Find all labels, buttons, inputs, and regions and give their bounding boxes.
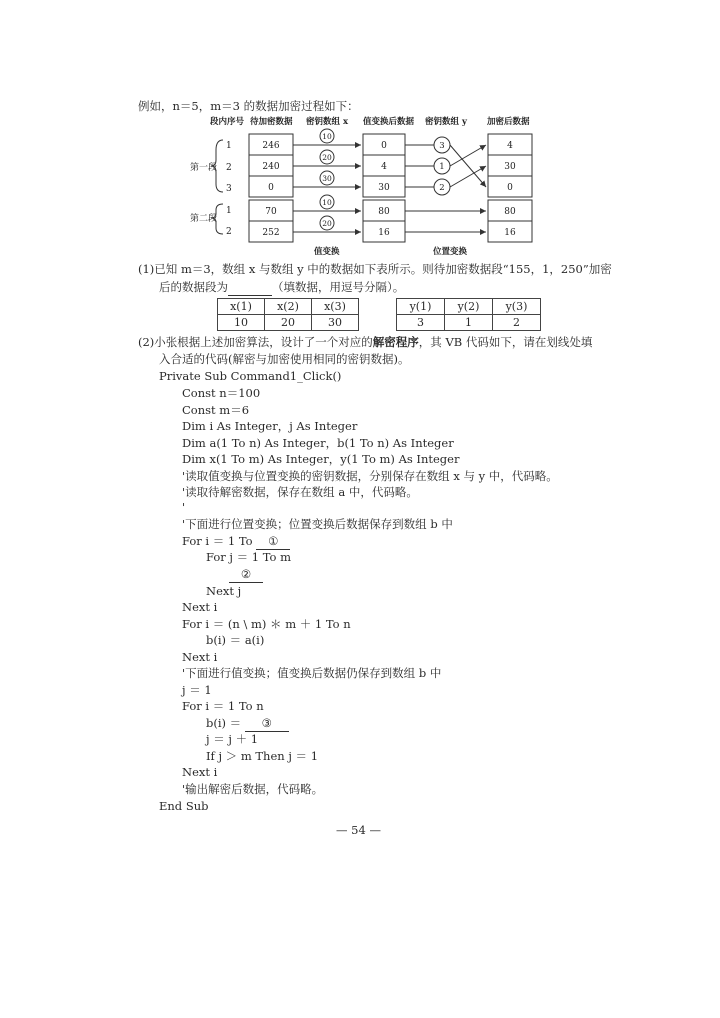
intro-text: 例如，n＝5，m＝3 的数据加密过程如下： — [138, 99, 359, 113]
table-x-header-1: x(1) — [218, 299, 265, 315]
code-line-9: ' — [182, 500, 186, 514]
encrypted-value-2: 30 — [504, 162, 516, 172]
code-line-4: Dim i As Integer，j As Integer — [182, 419, 358, 433]
q1-suffix: （填数据，用逗号分隔）。 — [272, 280, 405, 294]
key-y-2: 1 — [439, 162, 445, 172]
page-number: — 54 — — [336, 823, 381, 837]
code-line-5: Dim a(1 To n) As Integer，b(1 To n) As Integer — [182, 436, 454, 450]
key-table-x — [217, 298, 359, 331]
index-3: 3 — [226, 184, 232, 194]
table-y-header-1: y(1) — [397, 299, 445, 315]
table-x-header-3: x(3) — [312, 299, 359, 315]
index-5: 2 — [226, 227, 232, 237]
code-line-3: Const m＝6 — [182, 403, 250, 417]
q2-line2: 入合适的代码(解密与加密使用相同的密钥数据)。 — [159, 352, 410, 366]
transformed-value-5: 16 — [378, 228, 390, 238]
code-line-21 — [206, 716, 289, 732]
table-x-header-2: x(2) — [265, 299, 312, 315]
header-transformed: 值变换后数据 — [363, 117, 415, 127]
code-blank-1[interactable]: ① — [256, 534, 290, 550]
code-line-14: Next i — [182, 600, 218, 614]
code-line-12: For j ＝ 1 To m — [206, 550, 292, 564]
code-line-25: '输出解密后数据，代码略。 — [182, 782, 324, 796]
code-line-7: '读取值变换与位置变换的密钥数据，分别保存在数组 x 与 y 中，代码略。 — [182, 469, 558, 483]
index-4: 1 — [226, 206, 232, 216]
q1-line2 — [159, 280, 404, 296]
q2-suffix: ，其 VB 代码如下，请在划线处填 — [418, 335, 593, 349]
table-x-value-1: 10 — [218, 315, 265, 331]
encrypted-value-4: 80 — [504, 207, 516, 217]
encrypted-value-1: 4 — [507, 141, 513, 151]
key-x-3: 30 — [322, 174, 332, 183]
code-line-6: Dim x(1 To m) As Integer，y(1 To m) As Integer — [182, 452, 460, 466]
code-line-26: End Sub — [159, 799, 209, 813]
code-line-8: '读取待解密数据，保存在数组 a 中，代码略。 — [182, 485, 418, 499]
code-line-24: Next i — [182, 765, 218, 779]
header-keys-x: 密钥数组 x — [306, 117, 349, 127]
table-y-value-2: 1 — [445, 315, 493, 331]
code-line-18: '下面进行值变换；值变换后数据仍保存到数组 b 中 — [182, 666, 442, 680]
footer-position-transform: 位置变换 — [433, 247, 468, 257]
original-value-2: 240 — [262, 162, 280, 172]
q2-prefix: (2)小张根据上述加密算法，设计了一个对应的 — [138, 335, 373, 349]
code-line-13: Next j — [206, 584, 242, 598]
table-y-value-3: 2 — [493, 315, 541, 331]
index-2: 2 — [226, 163, 232, 173]
code-line-11 — [182, 534, 290, 550]
code-blank-2[interactable]: ② — [229, 567, 263, 583]
code-line-20: For i ＝ 1 To n — [182, 699, 264, 713]
encrypted-value-5: 16 — [504, 228, 516, 238]
transformed-value-3: 30 — [378, 183, 390, 193]
q1-answer-blank[interactable] — [228, 280, 272, 296]
transformed-value-2: 4 — [381, 162, 387, 172]
table-y-header-3: y(3) — [493, 299, 541, 315]
header-encrypted: 加密后数据 — [487, 117, 530, 127]
code-line-23: If j ＞ m Then j ＝ 1 — [206, 749, 319, 763]
assign-b: b(i) ＝ — [206, 716, 242, 730]
code-blank-3[interactable]: ③ — [245, 716, 289, 732]
original-value-1: 246 — [262, 141, 280, 151]
header-keys-y: 密钥数组 y — [425, 117, 467, 127]
code-line-17: Next i — [182, 650, 218, 664]
index-1: 1 — [226, 141, 232, 151]
code-line-19: j ＝ 1 — [182, 683, 212, 697]
for-i-loop: For i ＝ 1 To — [182, 534, 253, 548]
segment-label-2: 第二段 — [190, 214, 218, 224]
key-x-2: 20 — [322, 153, 332, 162]
code-line-10: '下面进行位置变换；位置变换后数据保存到数组 b 中 — [182, 517, 453, 531]
segment-label-1: 第一段 — [190, 163, 218, 173]
code-line-blank-2 — [229, 567, 263, 583]
code-line-22: j ＝ j ＋ 1 — [206, 732, 259, 746]
original-value-3: 0 — [268, 183, 274, 193]
table-y-header-2: y(2) — [445, 299, 493, 315]
code-line-16: b(i) ＝ a(i) — [206, 633, 265, 647]
key-table-y — [396, 298, 541, 331]
q1-line1: (1)已知 m＝3，数组 x 与数组 y 中的数据如下表所示。则待加密数据段“155，1，250”加密 — [138, 262, 612, 276]
encrypted-value-3: 0 — [507, 183, 513, 193]
key-x-5: 20 — [322, 219, 332, 228]
table-x-value-2: 20 — [265, 315, 312, 331]
original-value-5: 252 — [262, 228, 280, 238]
key-x-4: 10 — [322, 198, 332, 207]
table-y-value-1: 3 — [397, 315, 445, 331]
q2-line1 — [138, 335, 592, 350]
code-line-15: For i ＝ (n \ m) ＊ m ＋ 1 To n — [182, 617, 351, 631]
q1-prefix: 后的数据段为 — [159, 280, 228, 294]
key-y-3: 2 — [439, 183, 445, 193]
code-line-2: Const n＝100 — [182, 386, 261, 400]
code-line-1: Private Sub Command1_Click() — [159, 369, 342, 383]
q2-emphasis: 解密程序 — [372, 335, 419, 349]
transformed-value-4: 80 — [378, 207, 390, 217]
header-original: 待加密数据 — [250, 117, 293, 127]
key-x-1: 10 — [322, 132, 332, 141]
transformed-value-1: 0 — [381, 141, 387, 151]
original-value-4: 70 — [265, 207, 277, 217]
header-index: 段内序号 — [210, 117, 245, 127]
footer-value-transform: 值变换 — [314, 247, 340, 257]
table-x-value-3: 30 — [312, 315, 359, 331]
encryption-diagram — [0, 110, 720, 260]
key-y-1: 3 — [439, 141, 445, 151]
